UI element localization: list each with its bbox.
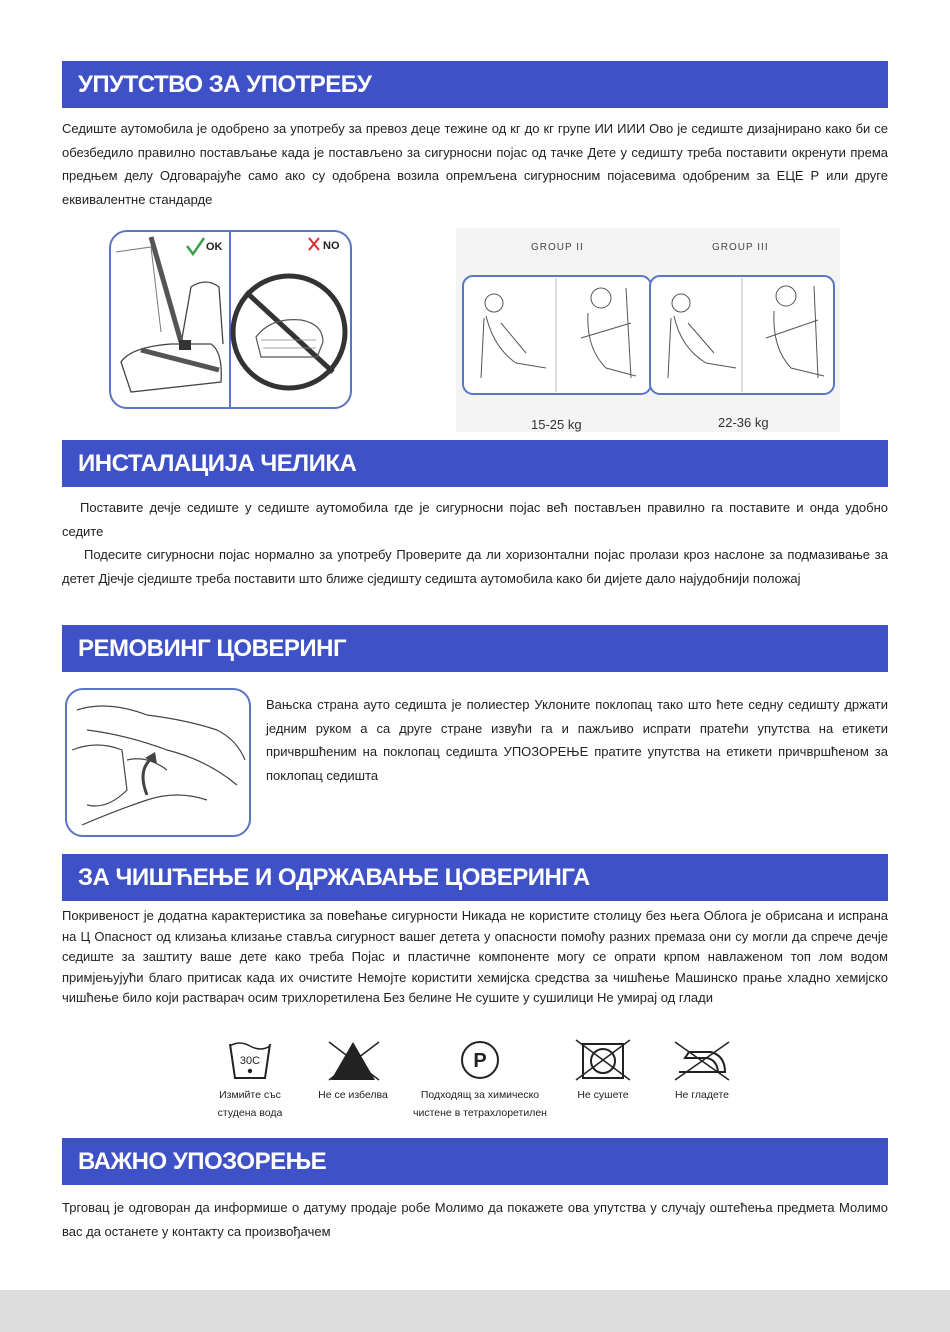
group-weight-figure (456, 228, 840, 432)
installation-paragraph-1: Поставите дечје седиште у седиште аутомобила где је сигурносни појас већ постављен правилно га поставите и онда удобно седите (62, 500, 888, 539)
dry-clean-p-icon (457, 1038, 503, 1082)
removing-paragraph: Вањска страна ауто седишта је полиестер Уклоните поклопац тако што ћете седну седишту држати једним руком а са друге стране извући га и пажљиво испрати пратећи упутства на етикети причвршћеним на поклопац седишта УПОЗОРЕЊЕ пратите упутства на етикети причвршћеном за поклопац седишта (266, 697, 888, 783)
care-tumble-label: Не сушете (577, 1089, 629, 1101)
care-bleach-label: Не се избелва (318, 1089, 388, 1101)
care-dryclean-label-2: чистене в тетрахлоретилен (413, 1107, 547, 1119)
removing-text (266, 693, 888, 787)
installation-text (62, 496, 888, 590)
usage-text (62, 117, 888, 211)
remove-cover-figure (65, 688, 251, 837)
group2-label: GROUP II (531, 242, 584, 253)
care-tumble (563, 1038, 643, 1104)
ok-label: OK (206, 241, 223, 253)
warning-text (62, 1196, 888, 1243)
group-illustration (456, 228, 840, 432)
care-wash (205, 1038, 295, 1122)
section-header-usage: УПУТСТВО ЗА УПОТРЕБУ (62, 61, 888, 108)
section-header-warning: ВАЖНО УПОЗОРЕЊЕ (62, 1138, 888, 1185)
care-symbols-row (0, 1038, 950, 1128)
x-mark-icon (309, 238, 319, 250)
footer-bar (0, 1290, 950, 1332)
section-header-cleaning: ЗА ЧИШЋЕЊЕ И ОДРЖАВАЊЕ ЦОВЕРИНГА (62, 854, 888, 901)
no-bleach-icon (323, 1038, 383, 1082)
checkmark-icon (187, 238, 204, 254)
cleaning-text (62, 906, 888, 1009)
installation-paragraph-2: Подесите сигурносни појас нормално за употребу Проверите да ли хоризонтални појас пролази кроз наслоне за подмазивање за детет Дјечје сједиште треба поставити што ближе сједишту седишта аутомобила како би дијете дало најудобнији положај (62, 547, 888, 586)
section-header-installation: ИНСТАЛАЦИЈА ЧЕЛИКА (62, 440, 888, 487)
group2-weight: 15-25 kg (531, 417, 582, 432)
group3-weight: 22-36 kg (718, 415, 769, 430)
no-tumble-dry-icon (574, 1038, 632, 1082)
group3-label: GROUP III (712, 242, 769, 253)
section-header-removing: РЕМОВИНГ ЦОВЕРИНГ (62, 625, 888, 672)
care-dryclean (410, 1038, 550, 1122)
care-wash-label-1: Измийте със (219, 1089, 281, 1101)
cleaning-paragraph: Покривеност је додатна карактеристика за повећање сигурности Никада не користите столицу без њега Облога је обрисана и испрана на Ц Опасност од клизања клизање ставља сигурност вашег детета у опасности помоћу разних премаза они су могли да спрече дечје седиште за заштиту ваше дете како треба Појас и пластичне компоненте могу се опрати крпом навлаженом топ лом водом примјењујући благо притисак када их очистите Немојте користити хемијска средства за чишћење Машинско прање хладно хемијско чишћење било који растварач осим трихлоретилена Без белине Не сушите у сушилици Не умирај од глади (62, 908, 888, 1005)
seatbelt-ok-no-figure (109, 230, 352, 409)
no-iron-icon (671, 1038, 733, 1082)
svg-text:30C: 30C (239, 1055, 261, 1067)
no-label: NO (323, 240, 340, 252)
wash-30c-icon (227, 1038, 273, 1082)
usage-paragraph: Седиште аутомобила је одобрено за употребу за превоз деце тежине од кг до кг групе ИИ ИИИ Ово је седиште дизајнирано како би се обезбедило правилно постављање када је постављено за сигурносни појас од тачке Дете у седишту треба поставити окренути према предњем делу Одговарајуће само ако су одобрена возила опремљена сигурносним појасевима одобреним за ЕЦЕ Р или друге еквивалентне стандарде (62, 121, 888, 207)
care-bleach (308, 1038, 398, 1104)
care-iron-label: Не гладете (674, 1089, 730, 1101)
warning-paragraph: Трговац је одговоран да информише о датуму продаје робе Молимо да покажете ова упутства у случају оштећења предмета Молимо вас да останете у контакту са произвођачем (62, 1200, 888, 1239)
seatbelt-illustration (111, 232, 350, 407)
care-wash-label-2: студена вода (217, 1107, 283, 1119)
remove-cover-illustration (67, 690, 249, 835)
care-iron (660, 1038, 744, 1104)
care-dryclean-label-1: Подходящ за химическо (420, 1089, 540, 1101)
svg-text:P: P (473, 1050, 487, 1072)
